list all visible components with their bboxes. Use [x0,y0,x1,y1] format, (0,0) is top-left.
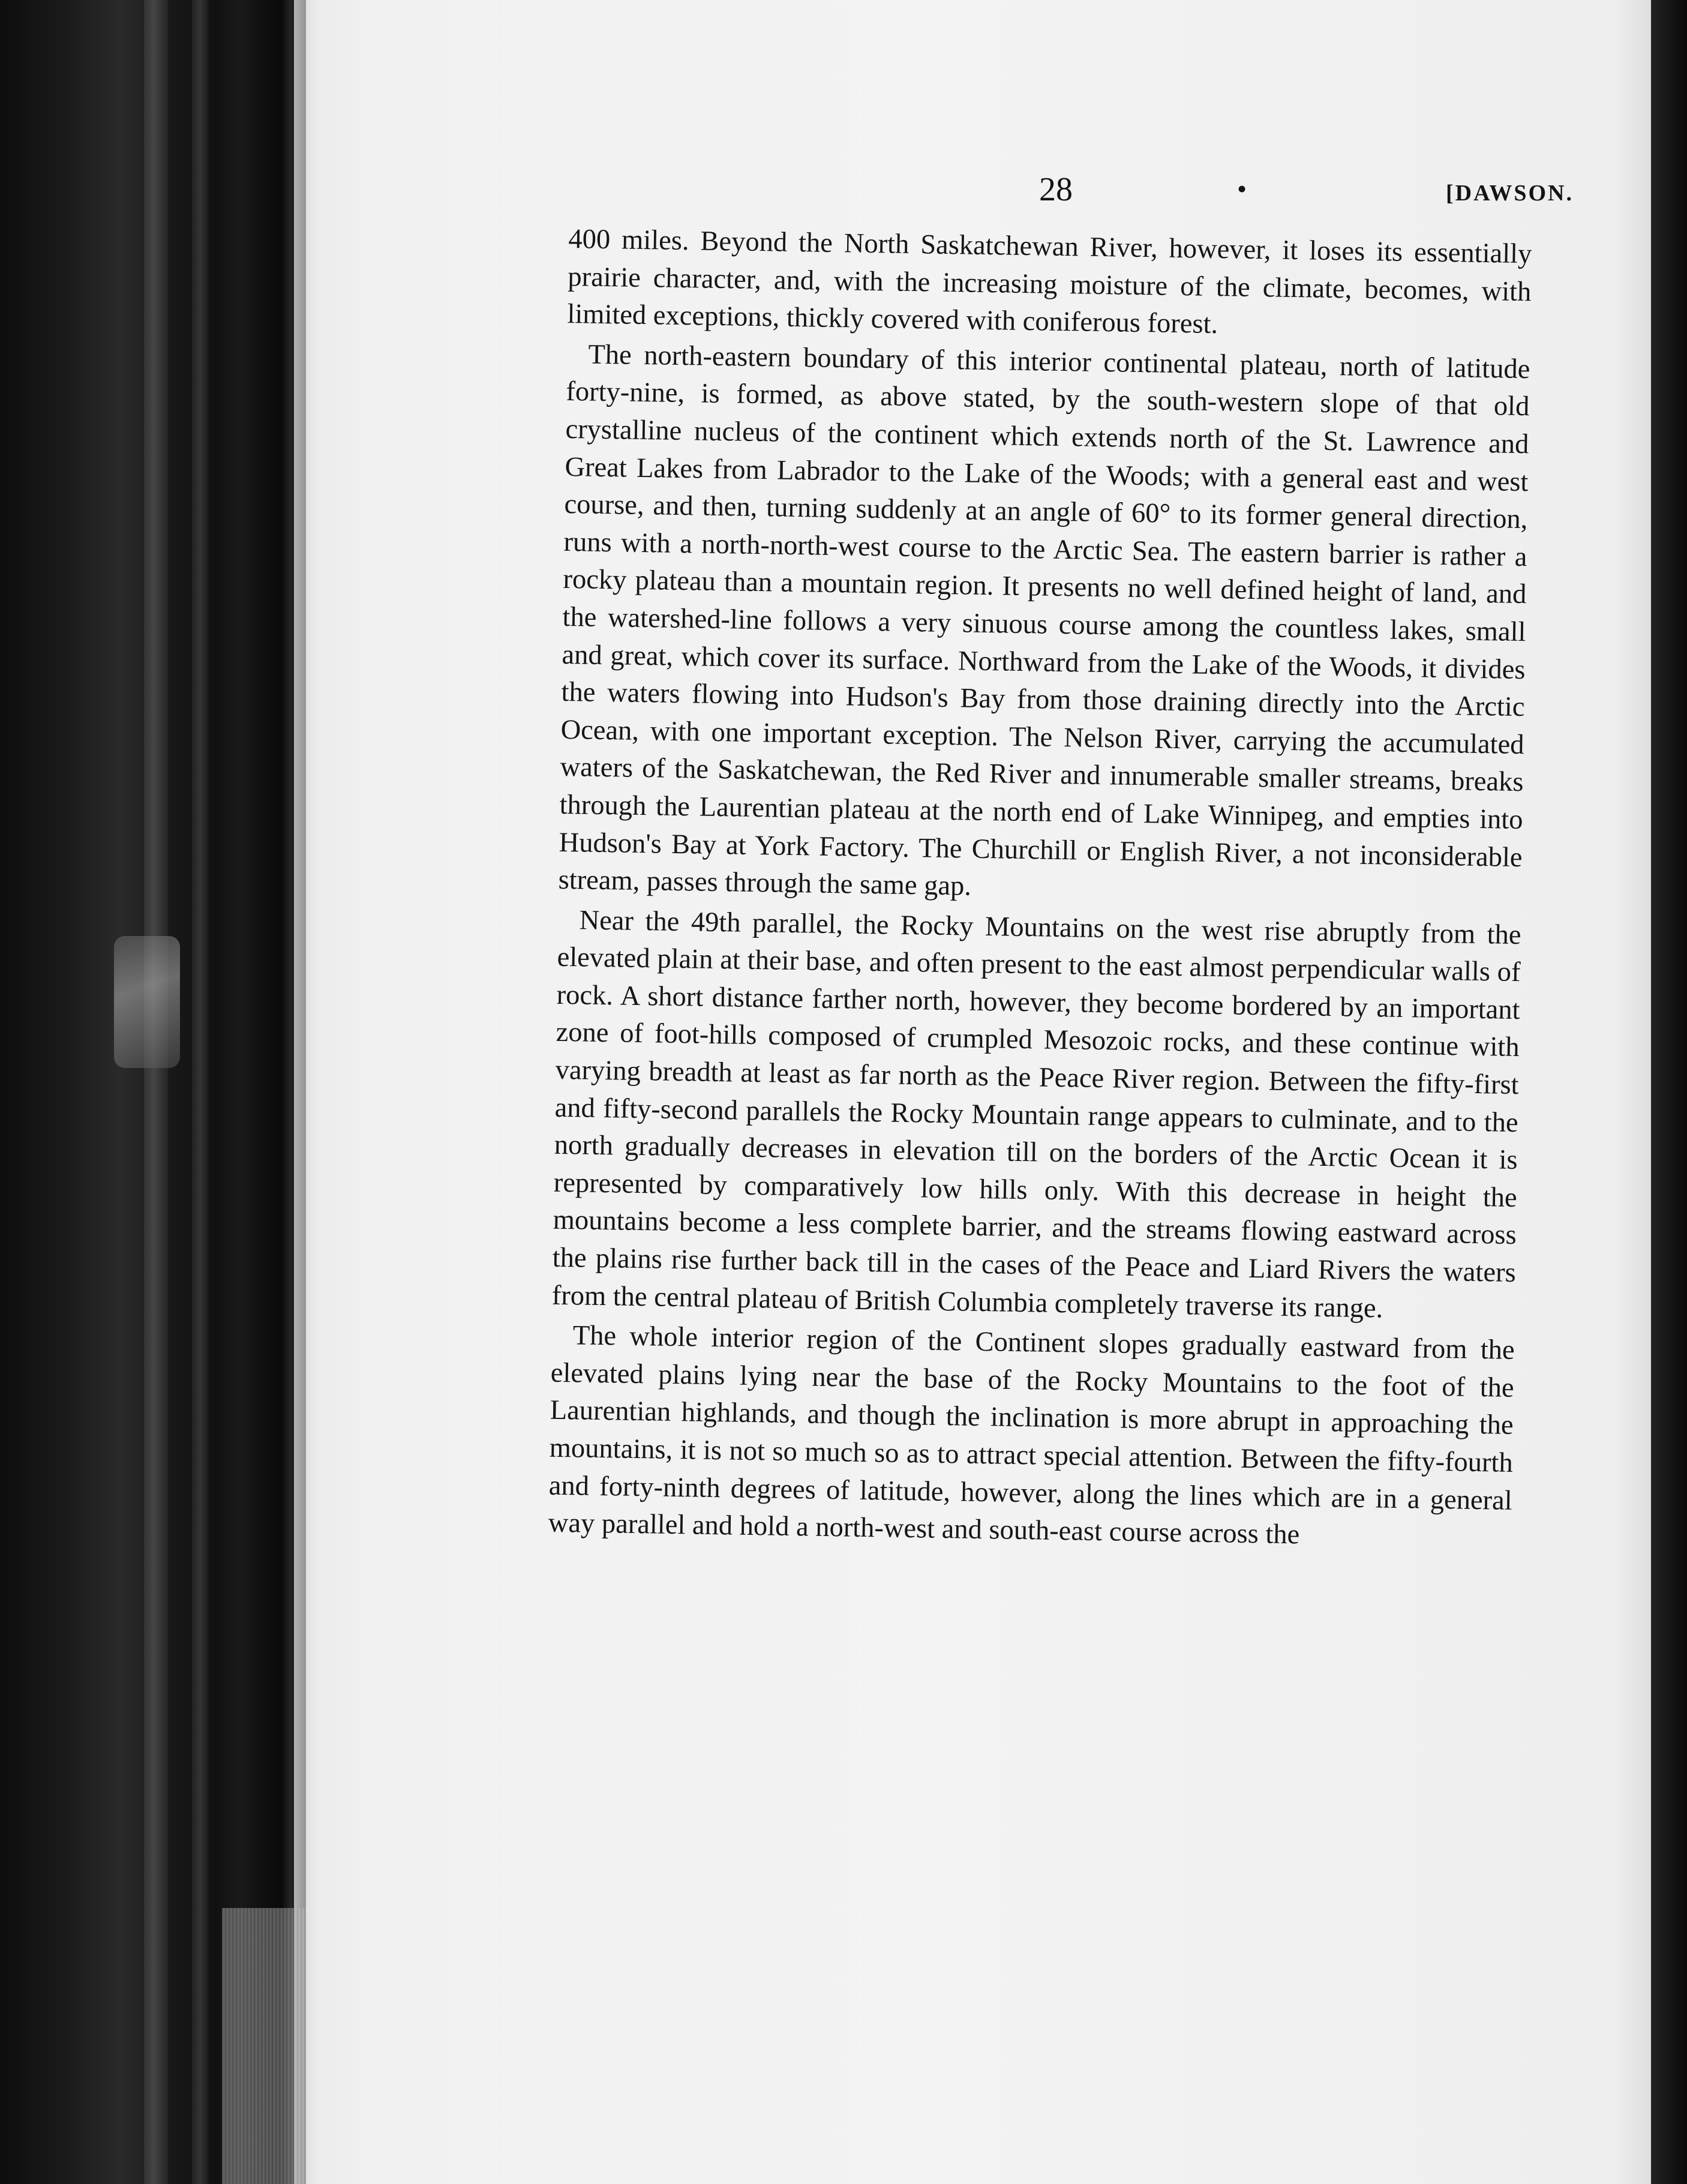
page-header [582,170,1574,212]
next-page-edge [1651,0,1687,2184]
paragraph-1: 400 miles. Beyond the North Saskatchewan River, however, it loses its essentially prairie character, and, with the increasing moisture of the climate, becomes, with limited exceptions, thickly covered with coniferous forest. [567,223,1532,340]
book-binding-inner [192,0,209,2184]
body-text [548,221,1532,1558]
header-mark: • [1237,173,1247,204]
page-stack-edges [222,1908,306,2184]
paragraph-2: The north-eastern boundary of this interior continental plateau, north of latitude forty-nine, is formed, as above stated, by the south-western slope of that old crystalline nucleus of the continent which extends north of the St. Lawrence and Great Lakes from Labrador to the Lake of the Woods; with a general east and west course, and then, turning suddenly at an angle of 60° to its former general direction, runs with a north-north-west course to the Arctic Sea. The eastern barrier is rather a rocky plateau than a mountain region. It presents no well defined height of land, and the watershed-line follows a very sinuous course among the countless lakes, small and great, which cover its surface. Northward from the Lake of the Woods, it divides the waters flowing into Hudson's Bay from those draining directly into the Arctic Ocean, with one important exception. The Nelson River, carrying the accumulated waters of the Saskatchewan, the Red River and innumerable smaller streams, breaks through the Laurentian plateau at the north end of Lake Winnipeg, and empties into Hudson's Bay at York Factory. The Churchill or English River, a not inconsiderable stream, passes through the same gap. [558,339,1530,902]
page-gutter-shadow [282,0,306,2184]
page-number: 28 [1039,171,1073,208]
paragraph-3: Near the 49th parallel, the Rocky Mountains on the west rise abruptly from the elevated plain at their base, and often present to the east almost perpendicular walls of rock. A short distance farther north, however, they become bordered by an important zone of foot-hills composed of crumpled Mesozoic rocks, and these continue with varying breadth at least as far north as the Peace River region. Between the fifty-first and fifty-second parallels the Rocky Mountain range appears to culminate, and to the north gradually decreases in elevation till on the borders of the Arctic Ocean it is represented by comparatively low hills only. With this decrease in height the mountains become a less complete barrier, and the streams flowing eastward across the plains rise further back till in the cases of the Peace and Liard Rivers the waters from the central plateau of British Columbia completely traverse its range. [551,905,1521,1324]
book-binding [144,0,168,2184]
paragraph-4: The whole interior region of the Continent slopes gradually eastward from the elevated plains lying near the base of the Rocky Mountains to the foot of the Laurentian highlands, and though the inclination is more abrupt in approaching the mountains, it is not so much so as to attract special attention. Between the fifty-fourth and forty-ninth degrees of latitude, however, along the lines which are in a general way parallel and hold a north-west and south-east course across the [548,1320,1515,1550]
running-head: [DAWSON. [1446,181,1574,206]
binding-paper-tab [114,936,180,1068]
